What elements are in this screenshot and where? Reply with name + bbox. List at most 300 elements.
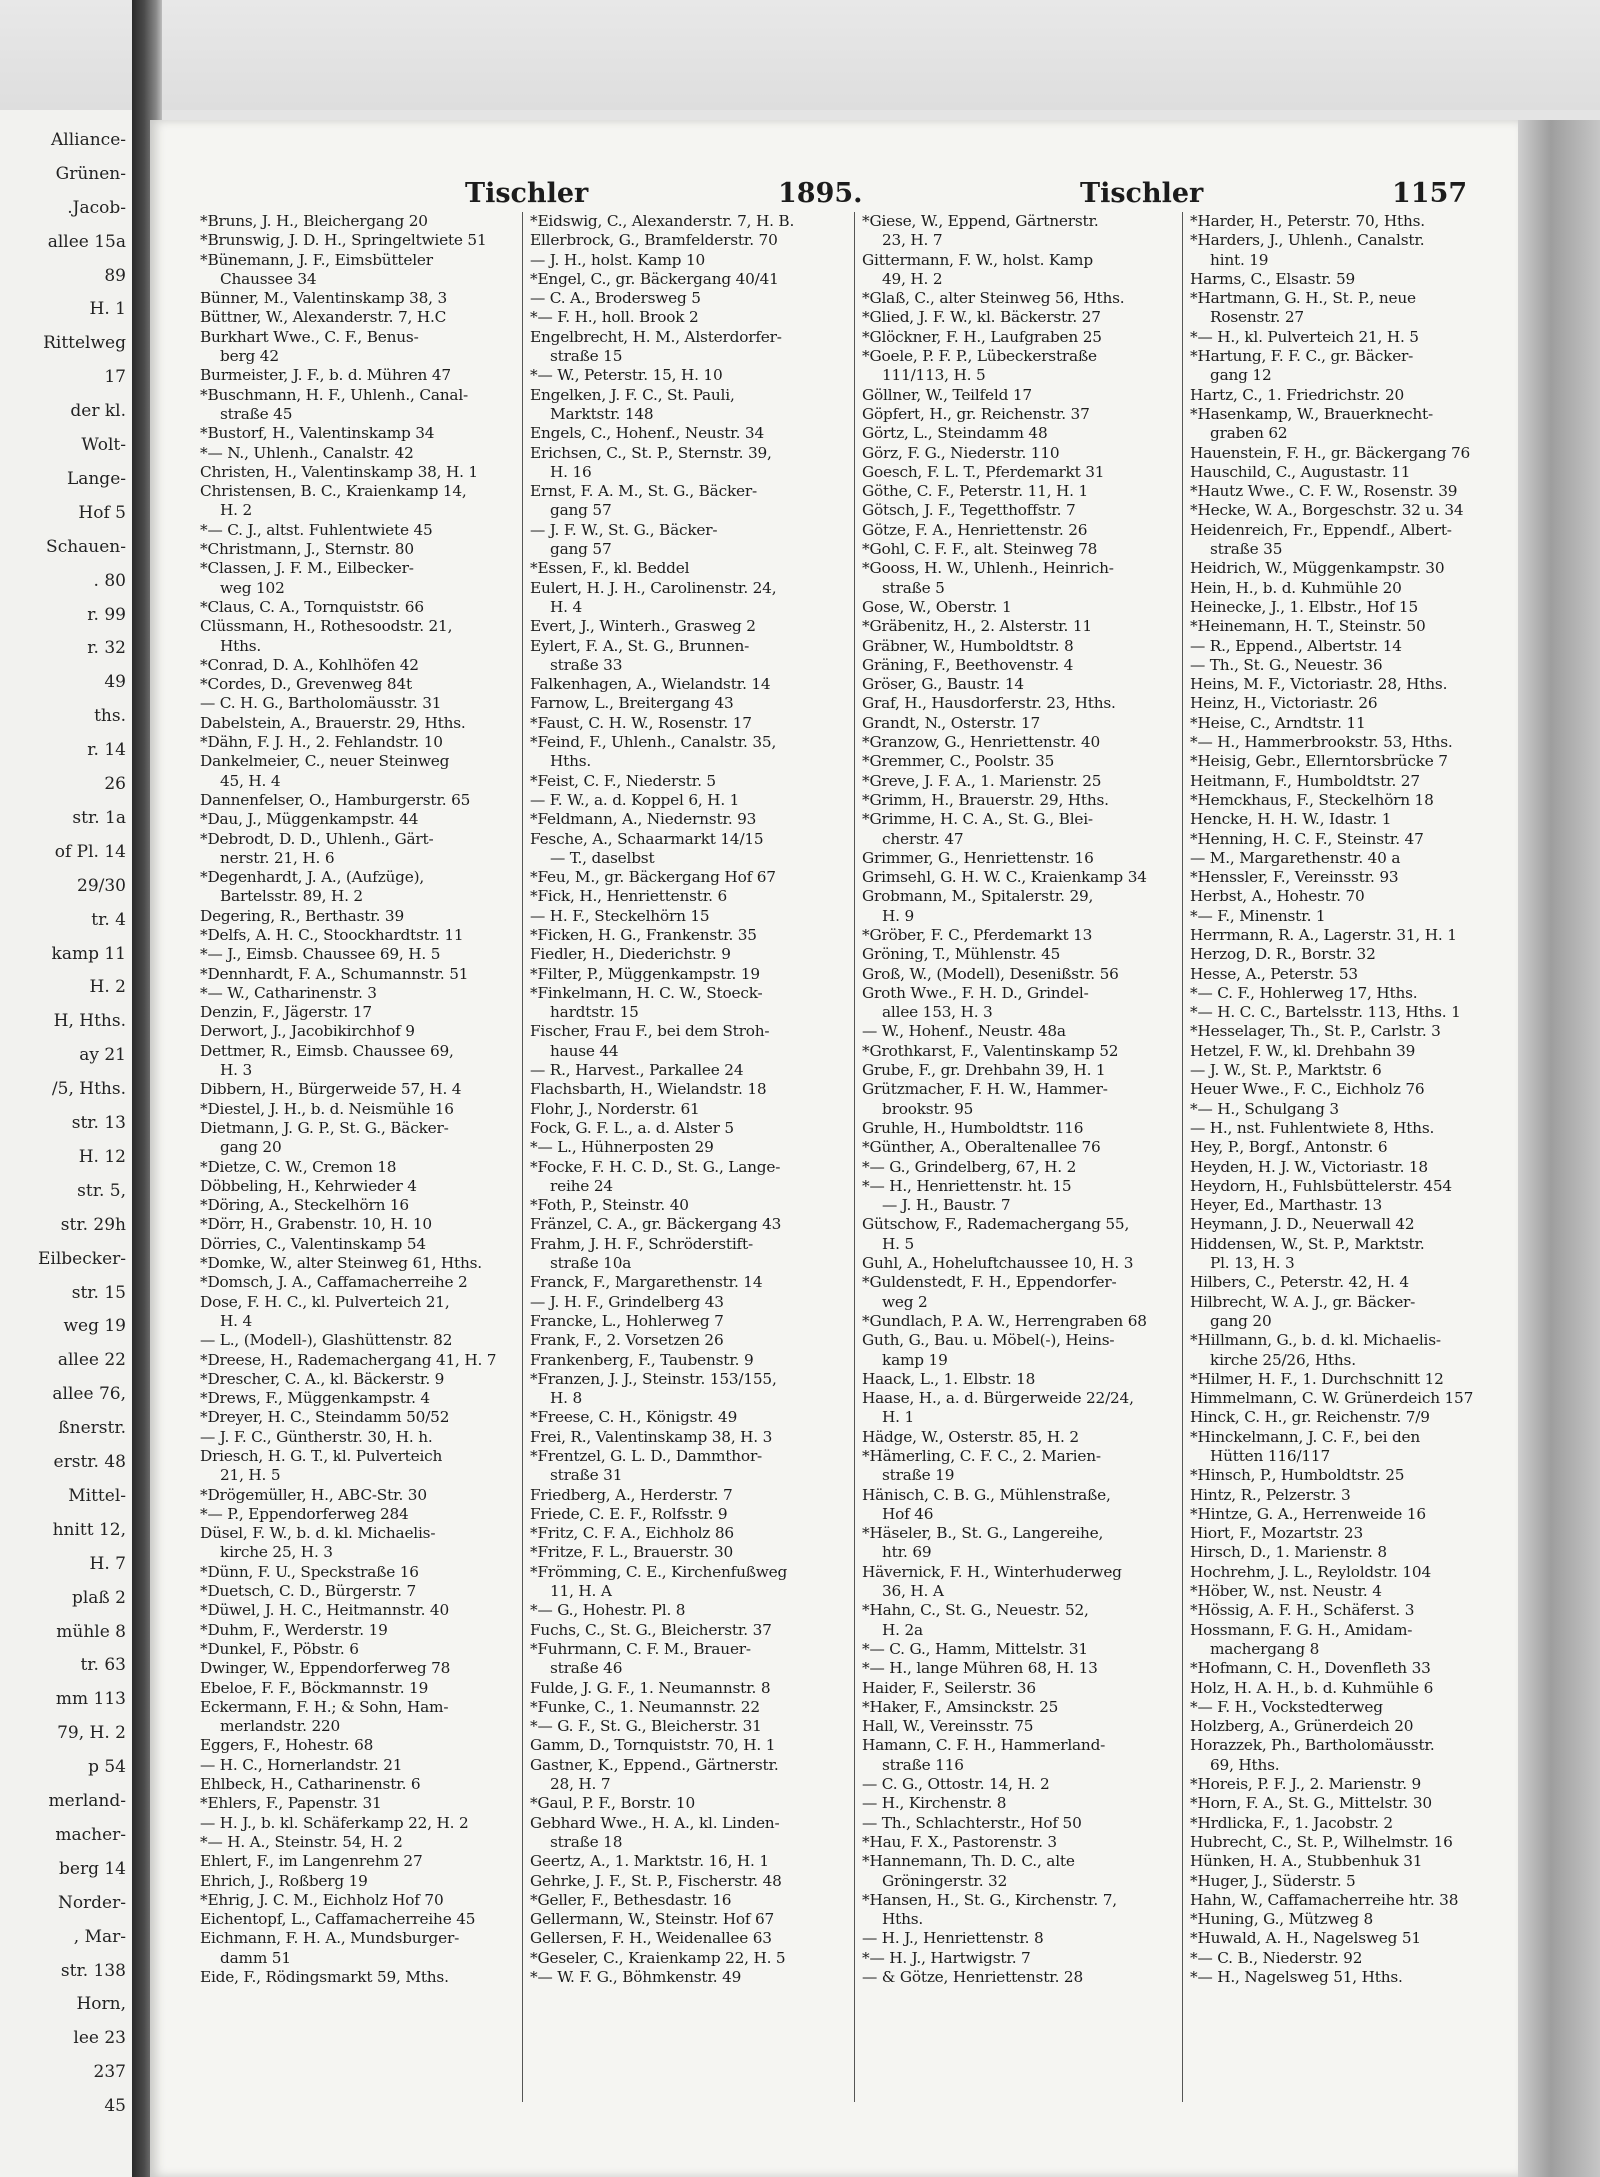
directory-entry-continuation: allee 153, H. 3 [882, 1003, 993, 1022]
directory-entry: *Debrodt, D. D., Uhlenh., Gärt- [200, 829, 434, 848]
directory-entry: Hädge, W., Osterstr. 85, H. 2 [862, 1427, 1079, 1446]
directory-entry: *Ehrig, J. C. M., Eichholz Hof 70 [200, 1890, 444, 1909]
directory-entry: — C. A., Brodersweg 5 [530, 289, 701, 308]
directory-entry: Heidrich, W., Müggenkampstr. 30 [1190, 559, 1445, 578]
directory-entry: Degering, R., Berthastr. 39 [200, 906, 404, 925]
directory-entry: Christensen, B. C., Kraienkamp 14, [200, 482, 467, 501]
directory-entry: — M., Margarethenstr. 40 a [1190, 848, 1401, 867]
directory-entry: *Günther, A., Oberaltenallee 76 [862, 1138, 1101, 1157]
directory-entry-continuation: straße 35 [1210, 540, 1283, 559]
directory-entry-continuation: straße 18 [550, 1832, 623, 1851]
directory-entry: *Bustorf, H., Valentinskamp 34 [200, 424, 435, 443]
directory-entry: Grandt, N., Osterstr. 17 [862, 713, 1041, 732]
directory-entry: *— G. F., St. G., Bleicherstr. 31 [530, 1717, 762, 1736]
directory-entry: *— F., Minenstr. 1 [1190, 906, 1326, 925]
directory-entry: *Hemckhaus, F., Steckelhörn 18 [1190, 790, 1434, 809]
left-page-text: str. 5, [77, 1180, 126, 1201]
directory-entry: — Th., Schlachterstr., Hof 50 [862, 1813, 1082, 1832]
directory-entry: Hesse, A., Peterstr. 53 [1190, 964, 1358, 983]
directory-entry: *Domke, W., alter Steinweg 61, Hths. [200, 1254, 482, 1273]
left-page-text: 29/30 [77, 875, 126, 896]
left-page-text: plaß 2 [71, 1587, 126, 1608]
directory-entry-continuation: H. 9 [882, 906, 914, 925]
directory-entry: Holz, H. A. H., b. d. Kuhmühle 6 [1190, 1678, 1434, 1697]
directory-entry: *Düwel, J. H. C., Heitmannstr. 40 [200, 1601, 449, 1620]
directory-entry: *Hintze, G. A., Herrenweide 16 [1190, 1504, 1426, 1523]
directory-entry: *Hesselager, Th., St. P., Carlstr. 3 [1190, 1022, 1441, 1041]
directory-entry-continuation: nerstr. 21, H. 6 [220, 848, 335, 867]
directory-entry-continuation: gang 20 [1210, 1311, 1272, 1330]
directory-entry: *— H., Schulgang 3 [1190, 1099, 1339, 1118]
directory-entry: Eulert, H. J. H., Carolinenstr. 24, [530, 578, 777, 597]
directory-entry: Fesche, A., Schaarmarkt 14/15 [530, 829, 764, 848]
directory-entry: Büttner, W., Alexanderstr. 7, H.C [200, 308, 447, 327]
directory-entry: Fränzel, C. A., gr. Bäckergang 43 [530, 1215, 782, 1234]
directory-entry: — F. W., a. d. Koppel 6, H. 1 [530, 790, 740, 809]
directory-entry: Düsel, F. W., b. d. kl. Michaelis- [200, 1524, 436, 1543]
directory-entry: Dankelmeier, C., neuer Steinweg [200, 752, 450, 771]
directory-entry: — R., Harvest., Parkallee 24 [530, 1061, 744, 1080]
directory-entry: Francke, L., Hohlerweg 7 [530, 1311, 724, 1330]
directory-entry: *— C. F., Hohlerweg 17, Hths. [1190, 983, 1418, 1002]
directory-entry: *Hilmer, H. F., 1. Durchschnitt 12 [1190, 1369, 1444, 1388]
directory-entry: *Gohl, C. F. F., alt. Steinweg 78 [862, 540, 1098, 559]
directory-entry: Gose, W., Oberstr. 1 [862, 597, 1012, 616]
directory-entry-continuation: straße 116 [882, 1755, 964, 1774]
directory-entry: — H. C., Hornerlandstr. 21 [200, 1755, 403, 1774]
directory-entry: *Grimm, H., Brauerstr. 29, Hths. [862, 790, 1109, 809]
directory-entry: Denzin, F., Jägerstr. 17 [200, 1003, 372, 1022]
directory-entry: — J. F. C., Güntherstr. 30, H. h. [200, 1427, 433, 1446]
directory-entry-continuation: weg 102 [220, 578, 285, 597]
directory-entry: Grützmacher, F. H. W., Hammer- [862, 1080, 1108, 1099]
directory-entry: Hiddensen, W., St. P., Marktstr. [1190, 1234, 1425, 1253]
left-page-text: ths. [94, 706, 126, 727]
directory-entry: *Hasenkamp, W., Brauerknecht- [1190, 404, 1433, 423]
directory-entry: *— P., Eppendorferweg 284 [200, 1504, 409, 1523]
directory-entry: *Conrad, D. A., Kohlhöfen 42 [200, 655, 419, 674]
directory-entry: Gehrke, J. F., St. P., Fischerstr. 48 [530, 1871, 782, 1890]
directory-entry: *Grimme, H. C. A., St. G., Blei- [862, 810, 1093, 829]
directory-entry: Friede, C. E. F., Rolfsstr. 9 [530, 1504, 728, 1523]
directory-entry-continuation: hardtstr. 15 [550, 1003, 639, 1022]
directory-entry: Heyer, Ed., Marthastr. 13 [1190, 1196, 1383, 1215]
left-page-text: str. 29h [60, 1214, 126, 1235]
directory-entry-continuation: 69, Hths. [1210, 1755, 1280, 1774]
left-page-text: 79, H. 2 [57, 1723, 126, 1744]
directory-entry-continuation: straße 46 [550, 1659, 623, 1678]
directory-entry: Hänisch, C. B. G., Mühlenstraße, [862, 1485, 1111, 1504]
directory-entry: *Dähn, F. J. H., 2. Fehlandstr. 10 [200, 733, 443, 752]
directory-entry: *Huger, J., Süderstr. 5 [1190, 1871, 1356, 1890]
directory-entry: Clüssmann, H., Rothesoodstr. 21, [200, 617, 453, 636]
directory-entry: *Faust, C. H. W., Rosenstr. 17 [530, 713, 752, 732]
directory-entry: *Grothkarst, F., Valentinskamp 52 [862, 1041, 1119, 1060]
directory-entry: *Feist, C. F., Niederstr. 5 [530, 771, 716, 790]
directory-entry: Farnow, L., Breitergang 43 [530, 694, 734, 713]
left-page-text: weg 19 [63, 1316, 126, 1337]
directory-entry: Ebeloe, F. F., Böckmannstr. 19 [200, 1678, 429, 1697]
left-page-text: H, Hths. [53, 1011, 126, 1032]
directory-entry: — W., Hohenf., Neustr. 48a [862, 1022, 1066, 1041]
directory-entry: Görz, F. G., Niederstr. 110 [862, 443, 1060, 462]
directory-entry-continuation: kamp 19 [882, 1350, 948, 1369]
directory-entry: *Hautz Wwe., C. F. W., Rosenstr. 39 [1190, 482, 1458, 501]
directory-entry-continuation: berg 42 [220, 347, 279, 366]
directory-entry: *Diestel, J. H., b. d. Neismühle 16 [200, 1099, 454, 1118]
left-page-text: Grünen- [55, 163, 126, 184]
directory-entry: *Buschmann, H. F., Uhlenh., Canal- [200, 385, 468, 404]
directory-entry: Hünken, H. A., Stubbenhuk 31 [1190, 1852, 1423, 1871]
directory-entry-continuation: gang 20 [220, 1138, 282, 1157]
left-page-text: Alliance- [51, 130, 126, 150]
directory-entry: *Hecke, W. A., Borgeschstr. 32 u. 34 [1190, 501, 1464, 520]
directory-entry: *Degenhardt, J. A., (Aufzüge), [200, 868, 425, 887]
directory-entry-continuation: damm 51 [220, 1948, 291, 1967]
directory-entry: Heitmann, F., Humboldtstr. 27 [1190, 771, 1420, 790]
left-page-text: H. 12 [78, 1146, 126, 1167]
directory-entry: Dwinger, W., Eppendorferweg 78 [200, 1659, 451, 1678]
directory-entry: *Giese, W., Eppend, Gärtnerstr. [862, 212, 1099, 230]
directory-entry: Holzberg, A., Grünerdeich 20 [1190, 1717, 1414, 1736]
directory-entry: Falkenhagen, A., Wielandstr. 14 [530, 675, 771, 694]
directory-entry: Frankenberg, F., Taubenstr. 9 [530, 1350, 754, 1369]
directory-entry: Eggers, F., Hohestr. 68 [200, 1736, 374, 1755]
directory-entry-continuation: — T., daselbst [550, 848, 655, 867]
directory-entry: — J. F. W., St. G., Bäcker- [530, 520, 718, 539]
directory-entry: *Christmann, J., Sternstr. 80 [200, 540, 414, 559]
left-page-text: str. 15 [71, 1282, 126, 1303]
directory-entry: *— F. H., holl. Brook 2 [530, 308, 699, 327]
directory-entry: Guhl, A., Hoheluftchaussee 10, H. 3 [862, 1254, 1134, 1273]
directory-entry: *Bruns, J. H., Bleichergang 20 [200, 212, 428, 230]
directory-entry: Heinecke, J., 1. Elbstr., Hof 15 [1190, 597, 1418, 616]
directory-entry-continuation: hint. 19 [1210, 250, 1269, 269]
directory-entry: *Geller, F., Bethesdastr. 16 [530, 1890, 732, 1909]
directory-entry: Grimsehl, G. H. W. C., Kraienkamp 34 [862, 868, 1147, 887]
left-page-text: tr. 63 [80, 1655, 126, 1676]
directory-entry: *Domsch, J. A., Caffamacherreihe 2 [200, 1273, 468, 1292]
directory-entry-continuation: Hths. [220, 636, 262, 655]
directory-entry: *— H., Hammerbrookstr. 53, Hths. [1190, 733, 1453, 752]
directory-entry: *Delfs, A. H. C., Stoockhardtstr. 11 [200, 925, 464, 944]
directory-entry: *Häseler, B., St. G., Langereihe, [862, 1524, 1104, 1543]
directory-entry: *Glied, J. F. W., kl. Bäckerstr. 27 [862, 308, 1101, 327]
directory-entry: Dannenfelser, O., Hamburgerstr. 65 [200, 790, 471, 809]
directory-entry: Görtz, L., Steindamm 48 [862, 424, 1048, 443]
directory-entry: Heyden, H. J. W., Victoriastr. 18 [1190, 1157, 1428, 1176]
directory-entry: — H. J., b. kl. Schäferkamp 22, H. 2 [200, 1813, 469, 1832]
directory-entry: Graf, H., Hausdorferstr. 23, Hths. [862, 694, 1116, 713]
directory-entry: *Henning, H. C. F., Steinstr. 47 [1190, 829, 1424, 848]
left-page-text: 17 [104, 367, 126, 388]
directory-entry: Gellermann, W., Steinstr. Hof 67 [530, 1910, 775, 1929]
directory-entry: *Ehlers, F., Papenstr. 31 [200, 1794, 382, 1813]
directory-entry-continuation: straße 5 [882, 578, 945, 597]
directory-entry-continuation: 111/113, H. 5 [882, 366, 986, 385]
directory-entry: Eichentopf, L., Caffamacherreihe 45 [200, 1910, 476, 1929]
directory-entry: Heinz, H., Victoriastr. 26 [1190, 694, 1378, 713]
directory-entry: *— H., kl. Pulverteich 21, H. 5 [1190, 327, 1419, 346]
left-page-text: . 80 [93, 570, 126, 591]
directory-entry: *Cordes, D., Grevenweg 84t [200, 675, 412, 694]
directory-entry: Gastner, K., Eppend., Gärtnerstr. [530, 1755, 779, 1774]
directory-entry: Hahn, W., Caffamacherreihe htr. 38 [1190, 1890, 1459, 1909]
left-page-text: allee 22 [57, 1350, 126, 1371]
directory-entry: Evert, J., Winterh., Grasweg 2 [530, 617, 756, 636]
directory-entry: *Hahn, C., St. G., Neuestr. 52, [862, 1601, 1089, 1620]
left-page-text: 89 [104, 265, 126, 286]
directory-entry: *Hinsch, P., Humboldtstr. 25 [1190, 1466, 1405, 1485]
directory-entry: Grobmann, M., Spitalerstr. 29, [862, 887, 1094, 906]
directory-entry-continuation: Bartelsstr. 89, H. 2 [220, 887, 363, 906]
left-page-text: Mittel- [68, 1485, 126, 1506]
directory-entry: Hilbrecht, W. A. J., gr. Bäcker- [1190, 1292, 1416, 1311]
directory-entry: *Greve, J. F. A., 1. Marienstr. 25 [862, 771, 1102, 790]
left-page-text: berg 14 [59, 1858, 126, 1879]
page-number: 1157 [1392, 178, 1468, 209]
left-page-text: H. 7 [89, 1553, 126, 1574]
directory-entry-continuation: Hths. [550, 752, 592, 771]
directory-entry-continuation: htr. 69 [882, 1543, 932, 1562]
directory-entry: *Gremmer, C., Poolstr. 35 [862, 752, 1055, 771]
left-page-text: mm 113 [55, 1689, 126, 1710]
left-page-text: Wolt- [81, 435, 126, 456]
directory-entry: Heidenreich, Fr., Eppendf., Albert- [1190, 520, 1452, 539]
page-edge-shadow [1518, 120, 1600, 2177]
left-page-text: /5, Hths. [51, 1079, 126, 1100]
directory-entry-continuation: reihe 24 [550, 1176, 613, 1195]
directory-entry-continuation: kirche 25, H. 3 [220, 1543, 333, 1562]
directory-entry: *— W. F. G., Böhmkenstr. 49 [530, 1968, 742, 1987]
left-page-text: 237 [93, 2062, 126, 2083]
directory-entry-continuation: H. 4 [550, 597, 582, 616]
directory-entry: *Hannemann, Th. D. C., alte [862, 1852, 1075, 1871]
directory-entry: Ehlert, F., im Langenrehm 27 [200, 1852, 423, 1871]
directory-entry: Grimmer, G., Henriettenstr. 16 [862, 848, 1094, 867]
directory-entry: *Feind, F., Uhlenh., Canalstr. 35, [530, 733, 777, 752]
directory-entry-continuation: gang 12 [1210, 366, 1272, 385]
directory-entry: Gütschow, F., Rademachergang 55, [862, 1215, 1130, 1234]
directory-entry: Gruhle, H., Humboldtstr. 116 [862, 1118, 1084, 1137]
directory-entry: *Hössig, A. F. H., Schäferst. 3 [1190, 1601, 1415, 1620]
directory-entry: Engels, C., Hohenf., Neustr. 34 [530, 424, 764, 443]
directory-entry: Christen, H., Valentinskamp 38, H. 1 [200, 462, 478, 481]
directory-entry: Engelbrecht, H. M., Alsterdorfer- [530, 327, 782, 346]
directory-entry: *Essen, F., kl. Beddel [530, 559, 690, 578]
directory-entry: *Ficken, H. G., Frankenstr. 35 [530, 925, 757, 944]
directory-entry-continuation: gang 57 [550, 540, 612, 559]
left-page-text: erstr. 48 [53, 1452, 126, 1473]
directory-entry-continuation: H. 3 [220, 1061, 252, 1080]
left-page-text: merland- [48, 1791, 126, 1812]
directory-entry: *Höber, W., nst. Neustr. 4 [1190, 1582, 1382, 1601]
directory-entry: *— L., Hühnerposten 29 [530, 1138, 714, 1157]
directory-entry: *— H., Nagelsweg 51, Hths. [1190, 1968, 1403, 1987]
directory-entry: *Frömming, C. E., Kirchenfußweg [530, 1562, 788, 1581]
directory-entry: *Dörr, H., Grabenstr. 10, H. 10 [200, 1215, 432, 1234]
directory-entry: *Hinckelmann, J. C. F., bei den [1190, 1427, 1421, 1446]
directory-entry: — H., Kirchenstr. 8 [862, 1794, 1007, 1813]
directory-entry: Hauschild, C., Augustastr. 11 [1190, 462, 1411, 481]
directory-entry: Franck, F., Margarethenstr. 14 [530, 1273, 763, 1292]
directory-entry-continuation: H. 1 [882, 1408, 914, 1427]
directory-entry: Hein, H., b. d. Kuhmühle 20 [1190, 578, 1402, 597]
left-page-text: str. 138 [60, 1960, 126, 1981]
directory-entry-continuation: straße 45 [220, 404, 293, 423]
directory-entry: Goesch, F. L. T., Pferdemarkt 31 [862, 462, 1105, 481]
directory-entry: *Gräbenitz, H., 2. Alsterstr. 11 [862, 617, 1092, 636]
left-page-text: p 54 [88, 1757, 126, 1778]
column-divider [1182, 212, 1183, 2102]
directory-entry: Hochrehm, J. L., Reyloldstr. 104 [1190, 1562, 1431, 1581]
directory-entry: *Huwald, A. H., Nagelsweg 51 [1190, 1929, 1421, 1948]
directory-entry: Hiort, F., Mozartstr. 23 [1190, 1524, 1363, 1543]
directory-entry: Dabelstein, A., Brauerstr. 29, Hths. [200, 713, 466, 732]
left-page-fragment [0, 110, 132, 2177]
top-margin [0, 0, 1600, 110]
directory-entry: *Hansen, H., St. G., Kirchenstr. 7, [862, 1890, 1117, 1909]
directory-column-3 [862, 212, 1182, 2112]
directory-entry: *Dreese, H., Rademachergang 41, H. 7 [200, 1350, 497, 1369]
directory-entry: Döbbeling, H., Kehrwieder 4 [200, 1176, 417, 1195]
directory-entry: — Th., St. G., Neuestr. 36 [1190, 655, 1383, 674]
directory-entry: *Drescher, C. A., kl. Bäckerstr. 9 [200, 1369, 445, 1388]
directory-entry: Ehrich, J., Roßberg 19 [200, 1871, 368, 1890]
directory-entry: Fuchs, C., St. G., Bleicherstr. 37 [530, 1620, 772, 1639]
directory-entry: Eide, F., Rödingsmarkt 59, Mths. [200, 1968, 449, 1987]
directory-entry: Göthe, C. F., Peterstr. 11, H. 1 [862, 482, 1089, 501]
directory-entry: Ernst, F. A. M., St. G., Bäcker- [530, 482, 757, 501]
directory-entry: *Hämerling, C. F. C., 2. Marien- [862, 1447, 1101, 1465]
directory-entry: *Brunswig, J. D. H., Springeltwiete 51 [200, 231, 487, 250]
directory-entry: Harms, C., Elsastr. 59 [1190, 269, 1356, 288]
directory-entry: Dettmer, R., Eimsb. Chaussee 69, [200, 1041, 454, 1060]
directory-entry: *Engel, C., gr. Bäckergang 40/41 [530, 269, 779, 288]
directory-entry: Flachsbarth, H., Wielandstr. 18 [530, 1080, 767, 1099]
directory-entry: *Gröber, F. C., Pferdemarkt 13 [862, 925, 1093, 944]
directory-entry: Hauenstein, F. H., gr. Bäckergang 76 [1190, 443, 1471, 462]
left-page-text: ay 21 [79, 1045, 126, 1066]
left-page-text: 45 [104, 2096, 126, 2117]
directory-entry: *Filter, P., Müggenkampstr. 19 [530, 964, 760, 983]
directory-entry: *Franzen, J. J., Steinstr. 153/155, [530, 1369, 777, 1388]
column-divider [522, 212, 523, 2102]
directory-entry: Ellerbrock, G., Bramfelderstr. 70 [530, 231, 778, 250]
left-page-text: .Jacob- [67, 197, 126, 218]
directory-column-4 [1190, 212, 1510, 2112]
directory-entry: Heydorn, H., Fuhlsbüttelerstr. 454 [1190, 1176, 1452, 1195]
directory-entry: Ehlbeck, H., Catharinenstr. 6 [200, 1775, 421, 1794]
directory-entry: *— H., Henriettenstr. ht. 15 [862, 1176, 1072, 1195]
directory-entry: *Hartmann, G. H., St. P., neue [1190, 289, 1416, 308]
directory-entry: Gebhard Wwe., H. A., kl. Linden- [530, 1813, 780, 1832]
left-page-text: lee 23 [73, 2028, 126, 2049]
directory-entry: *Gundlach, P. A. W., Herrengraben 68 [862, 1311, 1147, 1330]
left-page-text: , Mar- [73, 1926, 126, 1947]
directory-entry-continuation: kirche 25/26, Hths. [1210, 1350, 1356, 1369]
directory-entry: Eylert, F. A., St. G., Brunnen- [530, 636, 750, 655]
left-page-text: der kl. [70, 401, 126, 422]
directory-entry: *Fuhrmann, C. F. M., Brauer- [530, 1639, 751, 1658]
directory-entry-continuation: straße 10a [550, 1254, 632, 1273]
directory-entry: — R., Eppend., Albertstr. 14 [1190, 636, 1402, 655]
left-page-text: Hof 5 [78, 502, 126, 523]
header-title-right: Tischler [1080, 178, 1204, 209]
directory-entry: *Horeis, P. F. J., 2. Marienstr. 9 [1190, 1775, 1422, 1794]
directory-entry: Haack, L., 1. Elbstr. 18 [862, 1369, 1036, 1388]
directory-entry: Hävernick, F. H., Winterhuderweg [862, 1562, 1122, 1581]
directory-entry: *Hartung, F. F. C., gr. Bäcker- [1190, 347, 1414, 366]
left-page-text: Schauen- [46, 536, 126, 557]
directory-entry: *Drögemüller, H., ABC-Str. 30 [200, 1485, 427, 1504]
directory-entry-continuation: Gröningerstr. 32 [882, 1871, 1008, 1890]
directory-entry: Herrmann, R. A., Lagerstr. 31, H. 1 [1190, 925, 1457, 944]
left-page-text: kamp 11 [51, 943, 126, 964]
header-title-left: Tischler [465, 178, 589, 209]
directory-entry: — J. W., St. P., Marktstr. 6 [1190, 1061, 1382, 1080]
directory-entry: Fischer, Frau F., bei dem Stroh- [530, 1022, 770, 1041]
directory-entry-continuation: straße 19 [882, 1466, 955, 1485]
left-page-text: hnitt 12, [52, 1519, 126, 1540]
directory-entry: Götsch, J. F., Tegetthoffstr. 7 [862, 501, 1076, 520]
directory-entry-continuation: 11, H. A [550, 1582, 612, 1601]
directory-entry-continuation: merlandstr. 220 [220, 1717, 341, 1736]
directory-entry: *— H. C. C., Bartelsstr. 113, Hths. 1 [1190, 1003, 1461, 1022]
directory-entry: — H. J., Henriettenstr. 8 [862, 1929, 1044, 1948]
directory-entry: *Focke, F. H. C. D., St. G., Lange- [530, 1157, 781, 1176]
directory-entry: Hey, P., Borgf., Antonstr. 6 [1190, 1138, 1388, 1157]
directory-entry: Gräbner, W., Humboldtstr. 8 [862, 636, 1074, 655]
left-page-text: of Pl. 14 [54, 841, 126, 862]
directory-entry: Hintz, R., Pelzerstr. 3 [1190, 1485, 1351, 1504]
directory-entry: *Foth, P., Steinstr. 40 [530, 1196, 689, 1215]
directory-entry: *Claus, C. A., Tornquiststr. 66 [200, 597, 424, 616]
directory-entry: Gittermann, F. W., holst. Kamp [862, 250, 1093, 269]
directory-entry: *Döring, A., Steckelhörn 16 [200, 1196, 409, 1215]
directory-entry: Gröning, T., Mühlenstr. 45 [862, 945, 1061, 964]
directory-entry: Derwort, J., Jacobikirchhof 9 [200, 1022, 415, 1041]
directory-entry: Hilbers, C., Peterstr. 42, H. 4 [1190, 1273, 1409, 1292]
directory-entry: *Hau, F. X., Pastorenstr. 3 [862, 1832, 1057, 1851]
directory-entry: Dietmann, J. G. P., St. G., Bäcker- [200, 1118, 449, 1137]
directory-entry-continuation: 36, H. A [882, 1582, 944, 1601]
directory-entry-continuation: 28, H. 7 [550, 1775, 611, 1794]
directory-entry: *Frentzel, G. L. D., Dammthor- [530, 1447, 763, 1465]
directory-entry: Groß, W., (Modell), Desenißstr. 56 [862, 964, 1119, 983]
directory-entry: *Glöckner, F. H., Laufgraben 25 [862, 327, 1102, 346]
directory-entry: Groth Wwe., F. H. D., Grindel- [862, 983, 1089, 1002]
directory-entry: *Geseler, C., Kraienkamp 22, H. 5 [530, 1948, 786, 1967]
directory-entry-continuation: H. 4 [220, 1311, 252, 1330]
directory-entry: *— F. H., Vockstedterweg [1190, 1697, 1383, 1716]
directory-entry: *Duhm, F., Werderstr. 19 [200, 1620, 388, 1639]
directory-entry: Herzog, D. R., Borstr. 32 [1190, 945, 1376, 964]
directory-entry-continuation: H. 5 [882, 1234, 914, 1253]
left-page-text: tr. 4 [91, 909, 126, 930]
directory-entry-continuation: H. 16 [550, 462, 592, 481]
directory-entry-continuation: H. 2 [220, 501, 252, 520]
directory-entry: *Gaul, P. F., Borstr. 10 [530, 1794, 695, 1813]
directory-entry: *— N., Uhlenh., Canalstr. 42 [200, 443, 414, 462]
directory-entry: *Eidswig, C., Alexanderstr. 7, H. B. [530, 212, 795, 230]
left-page-text: H. 2 [89, 977, 126, 998]
directory-entry-continuation: Marktstr. 148 [550, 404, 654, 423]
directory-entry-continuation: straße 15 [550, 347, 623, 366]
directory-entry: Hossmann, F. G. H., Amidam- [1190, 1620, 1413, 1639]
directory-entry: *Harders, J., Uhlenh., Canalstr. [1190, 231, 1425, 250]
directory-entry: Heins, M. F., Victoriastr. 28, Hths. [1190, 675, 1448, 694]
